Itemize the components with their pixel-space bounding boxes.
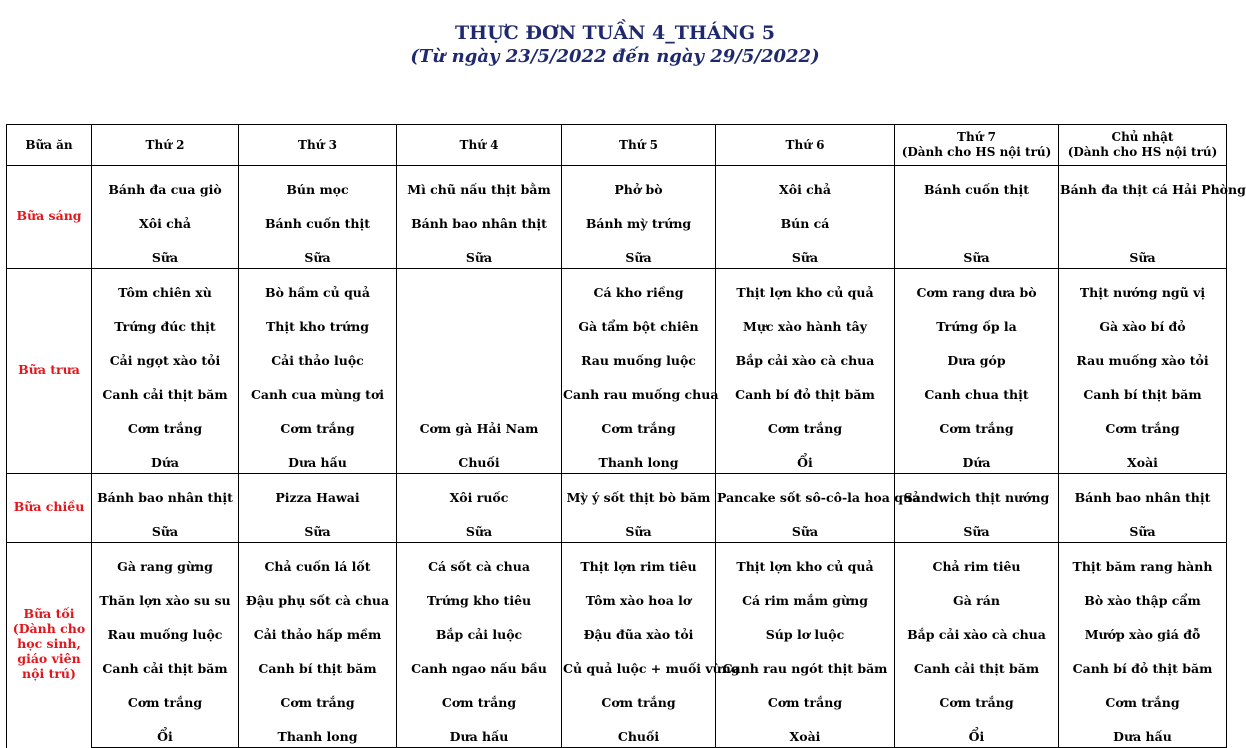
menu-cell: Canh rau ngót thịt băm xyxy=(716,645,895,679)
menu-cell: Sữa xyxy=(1059,508,1227,543)
menu-cell: Sữa xyxy=(92,508,239,543)
menu-cell: Thịt băm rang hành xyxy=(1059,543,1227,578)
menu-cell: Mì chũ nấu thịt bằm xyxy=(397,166,562,201)
menu-cell: Thịt lợn kho củ quả xyxy=(716,543,895,578)
menu-cell: Sandwich thịt nướng xyxy=(895,474,1059,509)
menu-cell: Sữa xyxy=(92,234,239,269)
menu-cell: Bánh đa thịt cá Hải Phòng xyxy=(1059,166,1227,201)
menu-row xyxy=(7,405,1227,439)
header-day-7-note: (Dành cho HS nội trú) xyxy=(901,145,1052,159)
menu-cell: Bò hầm củ quả xyxy=(239,269,397,304)
menu-cell: Gà tẩm bột chiên xyxy=(562,303,716,337)
header-day-2: Thứ 2 xyxy=(92,125,239,166)
menu-cell: Sữa xyxy=(895,234,1059,269)
menu-cell: Cơm trắng xyxy=(716,679,895,713)
menu-cell: Thịt lợn rim tiêu xyxy=(562,543,716,578)
menu-cell: Mỳ ý sốt thịt bò băm xyxy=(562,474,716,509)
menu-cell: Chuối xyxy=(397,439,562,474)
menu-cell: Canh rau muống chua xyxy=(562,371,716,405)
menu-cell: Bắp cải xào cà chua xyxy=(716,337,895,371)
menu-cell: Cơm rang dưa bò xyxy=(895,269,1059,304)
menu-cell: Dưa góp xyxy=(895,337,1059,371)
page-subtitle: (Từ ngày 23/5/2022 đến ngày 29/5/2022) xyxy=(410,46,820,67)
menu-cell: Súp lơ luộc xyxy=(716,611,895,645)
menu-cell: Trứng kho tiêu xyxy=(397,577,562,611)
menu-cell: Phở bò xyxy=(562,166,716,201)
menu-cell: Cơm trắng xyxy=(397,679,562,713)
menu-cell: Sữa xyxy=(562,508,716,543)
header-day-6: Thứ 6 xyxy=(716,125,895,166)
menu-cell: Cơm trắng xyxy=(92,679,239,713)
menu-row xyxy=(7,611,1227,645)
menu-cell: Ổi xyxy=(716,439,895,474)
menu-cell: Pizza Hawai xyxy=(239,474,397,509)
menu-cell: Bắp cải xào cà chua xyxy=(895,611,1059,645)
menu-row xyxy=(7,679,1227,713)
header-sunday-note: (Dành cho HS nội trú) xyxy=(1067,145,1218,159)
menu-cell: Sữa xyxy=(239,234,397,269)
meal-label-dinner: Bữa tối (Dành cho học sinh, giáo viên nội trú) xyxy=(7,543,92,748)
menu-cell: Canh bí đỏ thịt băm xyxy=(716,371,895,405)
menu-cell: Bún cá xyxy=(716,200,895,234)
menu-cell: Thịt nướng ngũ vị xyxy=(1059,269,1227,304)
menu-cell: Trứng đúc thịt xyxy=(92,303,239,337)
menu-cell: Củ quả luộc + muối vừng xyxy=(562,645,716,679)
menu-row xyxy=(7,543,1227,578)
menu-cell: Đậu đũa xào tỏi xyxy=(562,611,716,645)
header-row xyxy=(7,125,1227,166)
menu-cell: Thanh long xyxy=(239,713,397,748)
menu-cell: Rau muống xào tỏi xyxy=(1059,337,1227,371)
menu-cell: Canh cải thịt băm xyxy=(92,645,239,679)
menu-row xyxy=(7,508,1227,543)
menu-cell: Trứng ốp la xyxy=(895,303,1059,337)
menu-cell: Thăn lợn xào su su xyxy=(92,577,239,611)
menu-cell: Xoài xyxy=(716,713,895,748)
menu-cell: Dứa xyxy=(92,439,239,474)
menu-cell: Đậu phụ sốt cà chua xyxy=(239,577,397,611)
menu-cell: Mực xào hành tây xyxy=(716,303,895,337)
menu-cell: Sữa xyxy=(239,508,397,543)
menu-cell: Sữa xyxy=(562,234,716,269)
menu-cell: Chả rim tiêu xyxy=(895,543,1059,578)
menu-cell: Bánh bao nhân thịt xyxy=(397,200,562,234)
menu-cell: Sữa xyxy=(397,508,562,543)
menu-cell: Sữa xyxy=(716,508,895,543)
menu-cell: Bún mọc xyxy=(239,166,397,201)
menu-cell: Tôm chiên xù xyxy=(92,269,239,304)
header-sunday-label: Chủ nhật xyxy=(1111,130,1174,144)
menu-cell: Cơm trắng xyxy=(239,405,397,439)
menu-cell: Canh ngao nấu bầu xyxy=(397,645,562,679)
menu-cell: Canh bí thịt băm xyxy=(239,645,397,679)
menu-cell xyxy=(1059,200,1227,234)
menu-cell: Canh bí đỏ thịt băm xyxy=(1059,645,1227,679)
menu-cell: Sữa xyxy=(895,508,1059,543)
menu-cell: Bò xào thập cẩm xyxy=(1059,577,1227,611)
menu-cell: Thịt kho trứng xyxy=(239,303,397,337)
menu-cell: Canh cua mùng tơi xyxy=(239,371,397,405)
menu-row xyxy=(7,577,1227,611)
menu-cell: Rau muống luộc xyxy=(562,337,716,371)
menu-cell: Chuối xyxy=(562,713,716,748)
menu-cell: Cơm trắng xyxy=(562,679,716,713)
meal-label-lunch: Bữa trưa xyxy=(7,269,92,474)
menu-cell: Dứa xyxy=(895,439,1059,474)
menu-cell-merged: Cơm gà Hải Nam xyxy=(397,269,562,440)
menu-row xyxy=(7,303,1227,337)
menu-row xyxy=(7,269,1227,304)
menu-cell: Canh cải thịt băm xyxy=(895,645,1059,679)
menu-row xyxy=(7,474,1227,509)
menu-cell: Cá rim mắm gừng xyxy=(716,577,895,611)
menu-cell: Chả cuốn lá lốt xyxy=(239,543,397,578)
menu-cell: Cơm trắng xyxy=(895,679,1059,713)
menu-cell: Bánh cuốn thịt xyxy=(239,200,397,234)
menu-cell: Dưa hấu xyxy=(1059,713,1227,748)
menu-cell: Thanh long xyxy=(562,439,716,474)
menu-cell: Rau muống luộc xyxy=(92,611,239,645)
menu-row xyxy=(7,371,1227,405)
menu-row xyxy=(7,439,1227,474)
menu-cell: Dưa hấu xyxy=(239,439,397,474)
menu-cell: Cơm trắng xyxy=(239,679,397,713)
menu-cell: Sữa xyxy=(1059,234,1227,269)
menu-row xyxy=(7,234,1227,269)
menu-cell: Tôm xào hoa lơ xyxy=(562,577,716,611)
menu-cell: Sữa xyxy=(397,234,562,269)
menu-cell: Xôi chả xyxy=(92,200,239,234)
menu-cell: Canh cải thịt băm xyxy=(92,371,239,405)
menu-cell: Bánh đa cua giò xyxy=(92,166,239,201)
header-day-4: Thứ 4 xyxy=(397,125,562,166)
menu-cell: Cá kho riềng xyxy=(562,269,716,304)
meal-label-breakfast: Bữa sáng xyxy=(7,166,92,269)
menu-cell: Dưa hấu xyxy=(397,713,562,748)
page-title: THỰC ĐƠN TUẦN 4_THÁNG 5 xyxy=(455,22,775,44)
menu-row xyxy=(7,645,1227,679)
menu-cell: Cơm trắng xyxy=(895,405,1059,439)
menu-body xyxy=(7,166,1246,748)
menu-cell: Cải thảo hấp mềm xyxy=(239,611,397,645)
menu-cell: Gà xào bí đỏ xyxy=(1059,303,1227,337)
menu-cell: Bánh bao nhân thịt xyxy=(92,474,239,509)
meal-label-afternoon: Bữa chiều xyxy=(7,474,92,543)
header-day-5: Thứ 5 xyxy=(562,125,716,166)
menu-cell: Cơm trắng xyxy=(716,405,895,439)
menu-cell: Cá sốt cà chua xyxy=(397,543,562,578)
menu-cell: Mướp xào giá đỗ xyxy=(1059,611,1227,645)
menu-cell: Cơm trắng xyxy=(1059,405,1227,439)
menu-cell: Cải ngọt xào tỏi xyxy=(92,337,239,371)
menu-cell: Cơm trắng xyxy=(562,405,716,439)
header-meal: Bữa ăn xyxy=(7,125,92,166)
menu-cell: Xôi ruốc xyxy=(397,474,562,509)
menu-cell: Ổi xyxy=(895,713,1059,748)
menu-cell: Pancake sốt sô-cô-la hoa quả xyxy=(716,474,895,509)
menu-cell: Bánh cuốn thịt xyxy=(895,166,1059,201)
menu-row xyxy=(7,337,1227,371)
menu-cell: Xoài xyxy=(1059,439,1227,474)
menu-cell: Ổi xyxy=(92,713,239,748)
header-day-7 xyxy=(895,125,1059,166)
menu-cell: Cơm trắng xyxy=(1059,679,1227,713)
menu-cell: Cơm trắng xyxy=(92,405,239,439)
menu-table xyxy=(6,124,1246,748)
menu-row xyxy=(7,713,1227,748)
menu-cell: Cải thảo luộc xyxy=(239,337,397,371)
menu-cell: Canh chua thịt xyxy=(895,371,1059,405)
header-sunday xyxy=(1059,125,1227,166)
menu-row xyxy=(7,200,1227,234)
menu-cell: Gà rang gừng xyxy=(92,543,239,578)
menu-cell xyxy=(895,200,1059,234)
menu-cell: Canh bí thịt băm xyxy=(1059,371,1227,405)
menu-cell: Xôi chả xyxy=(716,166,895,201)
header-day-7-label: Thứ 7 xyxy=(957,130,996,144)
menu-cell: Sữa xyxy=(716,234,895,269)
menu-cell: Bắp cải luộc xyxy=(397,611,562,645)
menu-cell: Gà rán xyxy=(895,577,1059,611)
menu-cell: Thịt lợn kho củ quả xyxy=(716,269,895,304)
header-day-3: Thứ 3 xyxy=(239,125,397,166)
menu-cell: Bánh bao nhân thịt xyxy=(1059,474,1227,509)
menu-row xyxy=(7,166,1227,201)
menu-cell: Bánh mỳ trứng xyxy=(562,200,716,234)
